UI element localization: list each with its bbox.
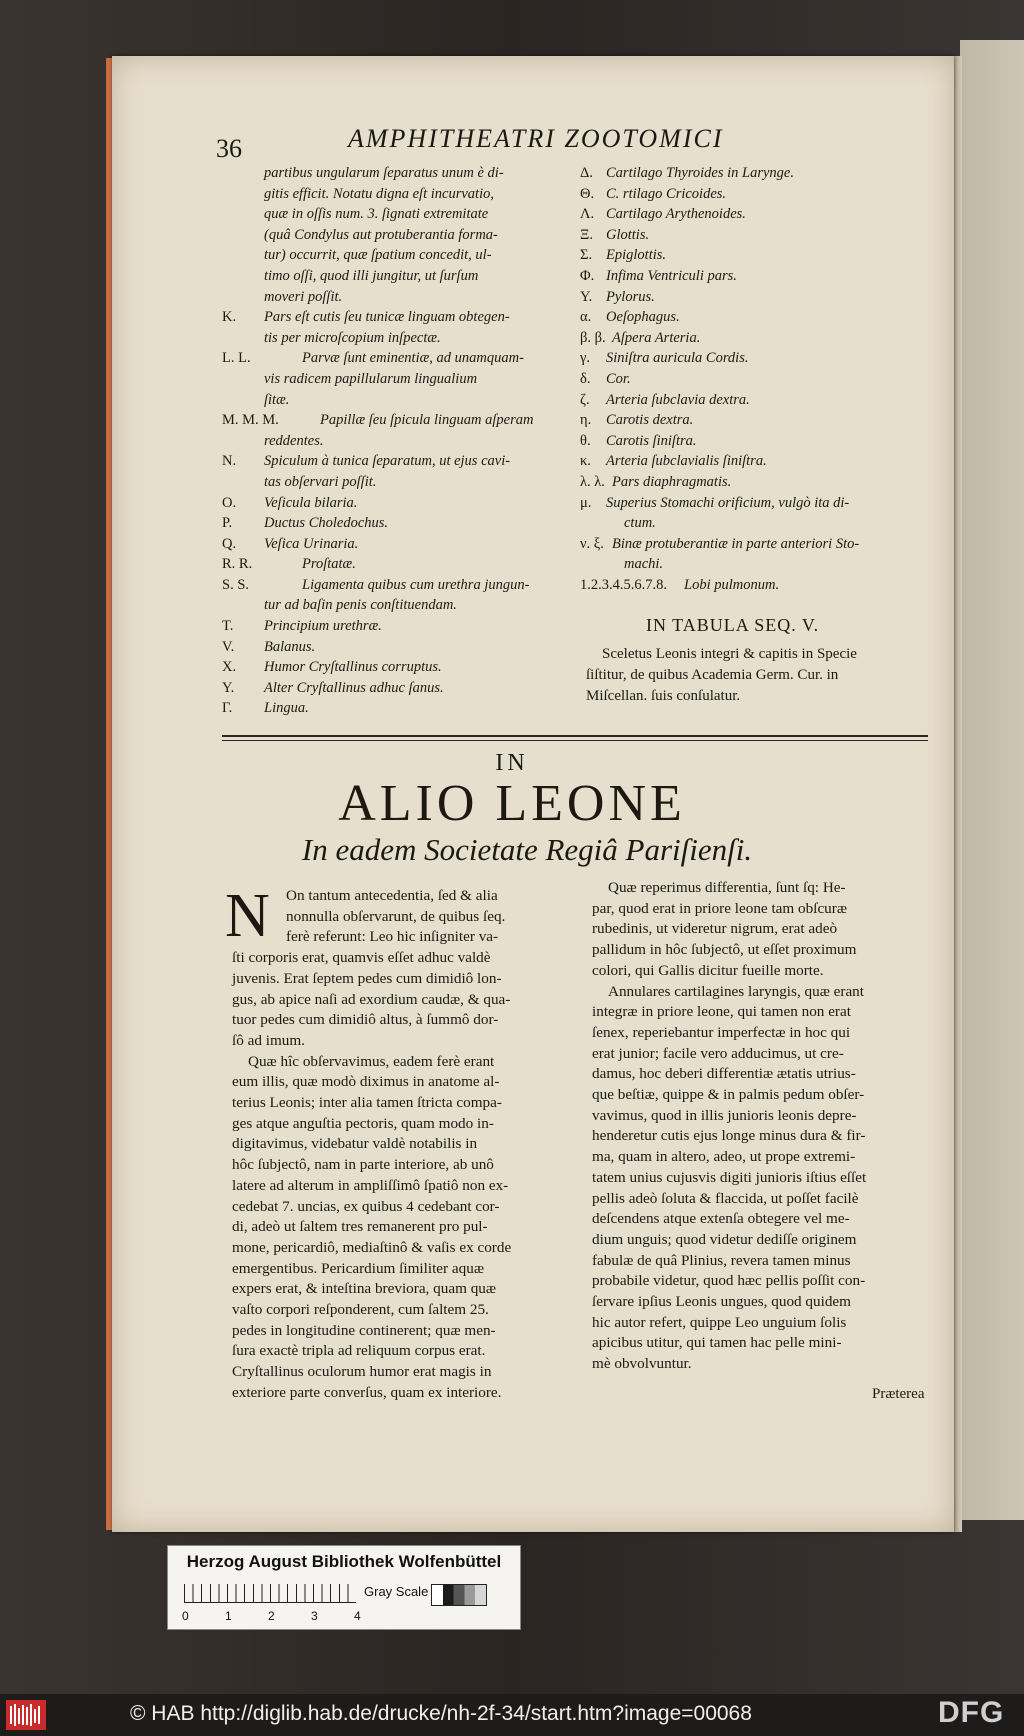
text-line: Annulares cartilagines laryngis, quæ erant	[608, 982, 864, 1000]
running-head: AMPHITHEATRI ZOOTOMICI	[348, 124, 724, 153]
legend-text: Ductus Choledochus.	[264, 515, 389, 532]
text-line: eum illis, quæ modò diximus in anatome al-	[232, 1073, 500, 1091]
legend-entry	[222, 678, 570, 699]
legend-key: X.	[222, 659, 237, 676]
legend-text: Principium urethræ.	[264, 618, 382, 635]
text-line: cedebat 7. uncias, ex quibus 4 cedebant cor-	[232, 1197, 500, 1215]
section-subtitle: In eadem Societate Regiâ Pariſienſi.	[301, 832, 753, 867]
legend-entry	[222, 266, 570, 287]
legend-key: ζ.	[580, 391, 590, 408]
legend-text: timo oſſi, quod illi jungitur, ut ſurſum	[264, 267, 479, 284]
catchword: Præterea	[872, 1386, 925, 1402]
legend-key: T.	[222, 618, 234, 635]
text-line: nonnulla obſervarunt, de quibus ſeq.	[286, 907, 506, 925]
legend-entry	[580, 369, 940, 390]
ruler	[184, 1584, 356, 1603]
text-line: exteriore parte converſus, quam ex interiore.	[232, 1383, 502, 1401]
legend-entry	[580, 328, 940, 349]
text-line: Quæ reperimus differentia, ſunt ſq: He-	[608, 879, 846, 896]
text-line: rubedinis, ut videretur nigrum, erat adeò	[592, 920, 838, 938]
text-line: colori, qui Gallis dicitur fueille morte.	[592, 961, 824, 979]
legend-entry	[580, 163, 940, 184]
legend-text: Oeſophagus.	[606, 309, 680, 326]
ruler-number: 0	[182, 1609, 189, 1623]
legend-text: Pars eſt cutis ſeu tunicæ linguam obtegen-	[264, 309, 510, 326]
text-line: gus, ab apice naſi ad exordium caudæ, & qua-	[232, 990, 511, 1008]
text-line: Miſcellan. ſuis conſulatur.	[586, 688, 741, 704]
legend-entry	[580, 287, 940, 308]
text-line: emergentibus. Pericardium ſimiliter aquæ	[232, 1259, 484, 1277]
legend-entry	[222, 307, 570, 328]
legend-text: vis radicem papillularum lingualium	[264, 370, 478, 387]
text-line: ſiſtitur, de quibus Academia Germ. Cur. in	[586, 667, 839, 683]
text-line: ges atque anguſtia pectoris, quam modo in-	[232, 1114, 494, 1132]
text-line: terius Leonis; inter alia tamen ſtricta compa-	[232, 1094, 502, 1112]
text-line: apicibus utitur, qui tamen hac pelle mini-	[592, 1334, 842, 1352]
legend-entry	[580, 184, 940, 205]
text-line: henderetur cutis ejus longe minus dura & fir-	[592, 1127, 866, 1145]
legend-entry	[580, 204, 940, 225]
text-line: ſô ad imum.	[232, 1031, 305, 1049]
legend-text: Spiculum à tunica ſeparatum, ut ejus cavi-	[264, 453, 511, 470]
legend-entry	[222, 534, 570, 555]
legend-text: Lingua.	[264, 700, 309, 717]
text-line: digitavimus, videbatur valdè notabilis in	[232, 1135, 478, 1153]
legend-key: λ. λ.	[580, 473, 605, 490]
library-name: Herzog August Bibliothek Wolfenbüttel	[186, 1552, 502, 1571]
legend-key: Q.	[222, 535, 237, 552]
legend-entry	[580, 431, 940, 452]
gray-scale-bar	[431, 1584, 487, 1606]
legend-text: Cartilago Thyroides in Larynge.	[606, 165, 794, 181]
text-line: dium unguis; quod videtur dediſſe originem	[592, 1230, 857, 1248]
legend-text: Parvæ ſunt eminentiæ, ad unamquam-	[302, 350, 524, 367]
legend-key: κ.	[580, 453, 591, 470]
text-line: latere ad alterum in ampliſſimô ſpatiô non ex-	[232, 1176, 509, 1194]
legend-text: Infima Ventriculi pars.	[606, 267, 737, 284]
text-line: erat junior; facile vero adducimus, ut cre-	[592, 1044, 844, 1062]
legend-entry	[222, 451, 570, 472]
legend-text: Alter Cryſtallinus adhuc ſanus.	[264, 679, 444, 696]
text-line: expers erat, & inteſtina breviora, quam quæ	[232, 1280, 497, 1298]
text-line: Sceletus Leonis integri & capitis in Specie	[602, 646, 857, 662]
legend-key: 1.2.3.4.5.6.7.8.	[580, 576, 667, 593]
legend-entry	[222, 431, 570, 452]
legend-entry	[580, 390, 940, 411]
ruler-number: 2	[268, 1609, 275, 1623]
text-line: ma, quam in altero, adeo, ut prope extremi-	[592, 1148, 856, 1166]
legend-entry	[222, 287, 570, 308]
legend-entry	[580, 451, 940, 472]
text-line: mone, pericardiô, mediaſtinô & vaſis ex corde	[232, 1238, 512, 1256]
text-line: On tantum antecedentia, ſed & alia	[286, 887, 498, 904]
legend-text: reddentes.	[264, 432, 324, 449]
legend-key: O.	[222, 494, 237, 511]
legend-entry	[222, 348, 570, 369]
legend-entry	[580, 348, 940, 369]
legend-key: R. R.	[222, 556, 253, 573]
legend-entry	[222, 493, 570, 514]
legend-text: Siniſtra auricula Cordis.	[606, 350, 749, 367]
legend-text: tis per microſcopium inſpectæ.	[264, 329, 441, 346]
legend-key: Σ.	[580, 247, 593, 264]
legend-entry	[580, 245, 940, 266]
legend-key: Λ.	[580, 206, 595, 223]
legend-text: ſitæ.	[264, 391, 290, 408]
legend-entry	[580, 513, 940, 534]
legend-text: (quâ Condylus aut protuberantia forma-	[264, 226, 498, 243]
legend-text: C. rtilago Cricoides.	[606, 185, 727, 202]
legend-key: Υ.	[580, 288, 593, 305]
text-line: ſenex, reperiebantur imperfectæ in hoc qui	[592, 1023, 851, 1041]
text-line: hic autor refert, quippe Leo unguium ſolis	[592, 1313, 847, 1331]
section-in: IN	[495, 750, 529, 776]
gray-scale-label: Gray Scale	[364, 1584, 429, 1599]
ruler-number: 4	[354, 1609, 361, 1623]
legend-entry	[222, 184, 570, 205]
text-line: pallidum in hôc ſubjectô, ut eſſet proximum	[592, 941, 857, 959]
text-line: ſervare ipſius Leonis ungues, quod quidem	[592, 1293, 851, 1311]
legend-text: tas obſervari poſſit.	[264, 473, 377, 490]
legend-key: η.	[580, 412, 592, 429]
legend-entry	[580, 534, 940, 555]
ruler-number: 3	[311, 1609, 318, 1623]
legend-text: partibus ungularum ſeparatus unum è di-	[264, 165, 504, 181]
text-line: que beſtiæ, quippe & in palmis pedum obſer-	[592, 1086, 865, 1104]
legend-text: Lobi pulmonum.	[684, 576, 780, 593]
legend-entry	[580, 307, 940, 328]
legend-entry	[222, 657, 570, 678]
legend-key: δ.	[580, 370, 591, 387]
legend-entry	[580, 472, 940, 493]
gray-scale-card	[167, 1545, 521, 1630]
legend-entry	[222, 554, 570, 575]
legend-entry	[580, 493, 940, 514]
text-line: tuor pedes cum dimidiô altus, à ſummô dor-	[232, 1011, 499, 1029]
copyright-url[interactable]: © HAB http://diglib.hab.de/drucke/nh-2f-34/start.htm?image=00068	[130, 1702, 752, 1725]
text-line: di, adeò ut ſaltem tres remanerent pro pul-	[232, 1218, 488, 1236]
legend-text: Proſtatæ.	[302, 556, 356, 573]
legend-text: tur) occurrit, quæ ſpatium concedit, ul-	[264, 247, 492, 264]
legend-entry	[222, 575, 570, 596]
footer-bar	[0, 1694, 1024, 1736]
legend-text: Balanus.	[264, 638, 316, 655]
body-left-column	[232, 886, 575, 1404]
legend-key: θ.	[580, 432, 591, 449]
legend-text: Veſica Urinaria.	[264, 535, 359, 552]
legend-text: Binæ protuberantiæ in parte anteriori Sto-	[612, 535, 860, 552]
legend-entry	[222, 225, 570, 246]
section-rule	[222, 735, 928, 741]
legend-text: Epiglottis.	[606, 247, 667, 264]
legend-entry	[580, 575, 940, 596]
legend-key: N.	[222, 453, 237, 470]
ruler-number: 1	[225, 1609, 232, 1623]
legend-entry	[222, 390, 570, 411]
legend-entry	[222, 369, 570, 390]
legend-left-column	[222, 163, 570, 719]
text-line: pellis adeò ſoluta & flaccida, ut poſſet facilè	[592, 1189, 859, 1207]
drop-cap: N	[225, 882, 270, 950]
section-title: ALIO LEONE	[338, 775, 686, 832]
legend-text: Superius Stomachi orificium, vulgò ita di-	[606, 494, 850, 511]
legend-key: α.	[580, 309, 592, 326]
legend-text: Pylorus.	[606, 288, 655, 305]
legend-text: gitis efficit. Notatu digna eſt incurvatio,	[264, 185, 494, 202]
legend-key: L. L.	[222, 350, 251, 367]
text-line: damus, hoc deberi differentiæ ætatis utrius-	[592, 1065, 856, 1083]
text-line: deſcendens atque extenſa obtegere vel me-	[592, 1210, 850, 1228]
legend-entry	[222, 595, 570, 616]
legend-text: Cartilago Arythenoides.	[606, 206, 746, 223]
legend-text: Carotis dextra.	[606, 412, 694, 429]
legend-text: ctum.	[624, 515, 656, 532]
legend-text: Arteria ſubclavia dextra.	[606, 391, 750, 408]
legend-key: Θ.	[580, 185, 595, 202]
legend-text: machi.	[624, 556, 664, 573]
legend-key: V.	[222, 638, 235, 655]
legend-text: tur ad baſin penis conſtituendam.	[264, 597, 457, 614]
legend-text: Veſicula bilaria.	[264, 494, 358, 511]
legend-key: Δ.	[580, 165, 593, 181]
legend-entry	[222, 637, 570, 658]
legend-text: Arteria ſubclavialis ſiniſtra.	[606, 453, 767, 470]
text-line: ſura exactè tripla ad reliquum corpus erat.	[232, 1342, 486, 1360]
page-number: 36	[216, 134, 242, 163]
legend-text: Pars diaphragmatis.	[612, 473, 732, 490]
body-right-column	[592, 878, 932, 1375]
legend-entry	[222, 204, 570, 225]
text-line: hôc ſubjectô, nam in parte interiore, ab unô	[232, 1156, 494, 1174]
legend-entry	[222, 616, 570, 637]
text-line: juvenis. Erat ſeptem pedes cum dimidiô lon-	[232, 969, 502, 987]
text-line: tatem unius cujusvis digiti junioris iſtius eſſet	[592, 1168, 867, 1186]
legend-key: Φ.	[580, 267, 595, 284]
text-line: Cryſtallinus oculorum humor erat magis in	[232, 1363, 492, 1381]
legend-text: Cor.	[606, 370, 631, 387]
legend-key: μ.	[580, 494, 592, 511]
legend-entry	[222, 513, 570, 534]
legend-key: P.	[222, 515, 233, 532]
legend-key: S. S.	[222, 576, 250, 593]
legend-entry	[222, 698, 570, 719]
dfg-logo: DFG	[938, 1696, 1005, 1729]
legend-entry	[580, 410, 940, 431]
legend-text: moveri poſſit.	[264, 288, 343, 305]
tabula-heading: IN TABULA SEQ. V.	[646, 615, 820, 635]
legend-text: Aſpera Arteria.	[612, 329, 701, 346]
legend-entry	[222, 472, 570, 493]
legend-key: Γ.	[222, 700, 233, 717]
legend-entry	[580, 266, 940, 287]
text-line: integræ in priore leone, qui tamen non erat	[592, 1003, 851, 1021]
text-line: ſti corporis erat, quamvis eſſet adhuc valdè	[232, 949, 491, 967]
legend-entry	[580, 554, 940, 575]
legend-key: K.	[222, 309, 237, 326]
legend-key: Y.	[222, 679, 235, 696]
legend-entry	[222, 410, 570, 431]
text-line: par, quod erat in priore leone tam obſcuræ	[592, 899, 847, 917]
legend-entry	[222, 163, 570, 184]
text-line: vaſto corpori reſponderent, cum ſaltem 25.	[232, 1301, 489, 1319]
text-line: mè obvolvuntur.	[592, 1355, 692, 1373]
legend-key: M. M. M.	[222, 412, 279, 429]
legend-key: Ξ.	[580, 226, 593, 243]
tabula-text	[586, 644, 926, 707]
text-line: pedes in longitudine continerent; quæ men-	[232, 1321, 496, 1339]
text-line: Quæ hîc obſervavimus, eadem ferè erant	[248, 1052, 495, 1070]
legend-text: Papillæ ſeu ſpicula linguam aſperam	[320, 412, 534, 429]
legend-text: Glottis.	[606, 226, 650, 243]
legend-key: β. β.	[580, 329, 606, 346]
legend-text: quæ in oſſis num. 3. ſignati extremitate	[264, 206, 489, 223]
hab-logo-icon	[6, 1700, 46, 1730]
legend-key: ν. ξ.	[580, 535, 604, 552]
text-line: ferè referunt: Leo hic inſigniter va-	[286, 928, 499, 946]
legend-right-column	[580, 163, 940, 595]
legend-text: Carotis ſiniſtra.	[606, 432, 697, 449]
legend-entry	[222, 328, 570, 349]
legend-entry	[222, 245, 570, 266]
text-line: probabile videtur, quod hæc pellis poſſit con-	[592, 1272, 866, 1290]
legend-key: γ.	[580, 350, 591, 367]
legend-entry	[580, 225, 940, 246]
text-line: fabulæ de quâ Plinius, revera tamen minus	[592, 1251, 851, 1269]
legend-text: Ligamenta quibus cum urethra jungun-	[302, 576, 530, 593]
text-line: vavimus, quod in illis junioris leonis depre-	[592, 1106, 857, 1124]
legend-text: Humor Cryſtallinus corruptus.	[264, 659, 442, 676]
